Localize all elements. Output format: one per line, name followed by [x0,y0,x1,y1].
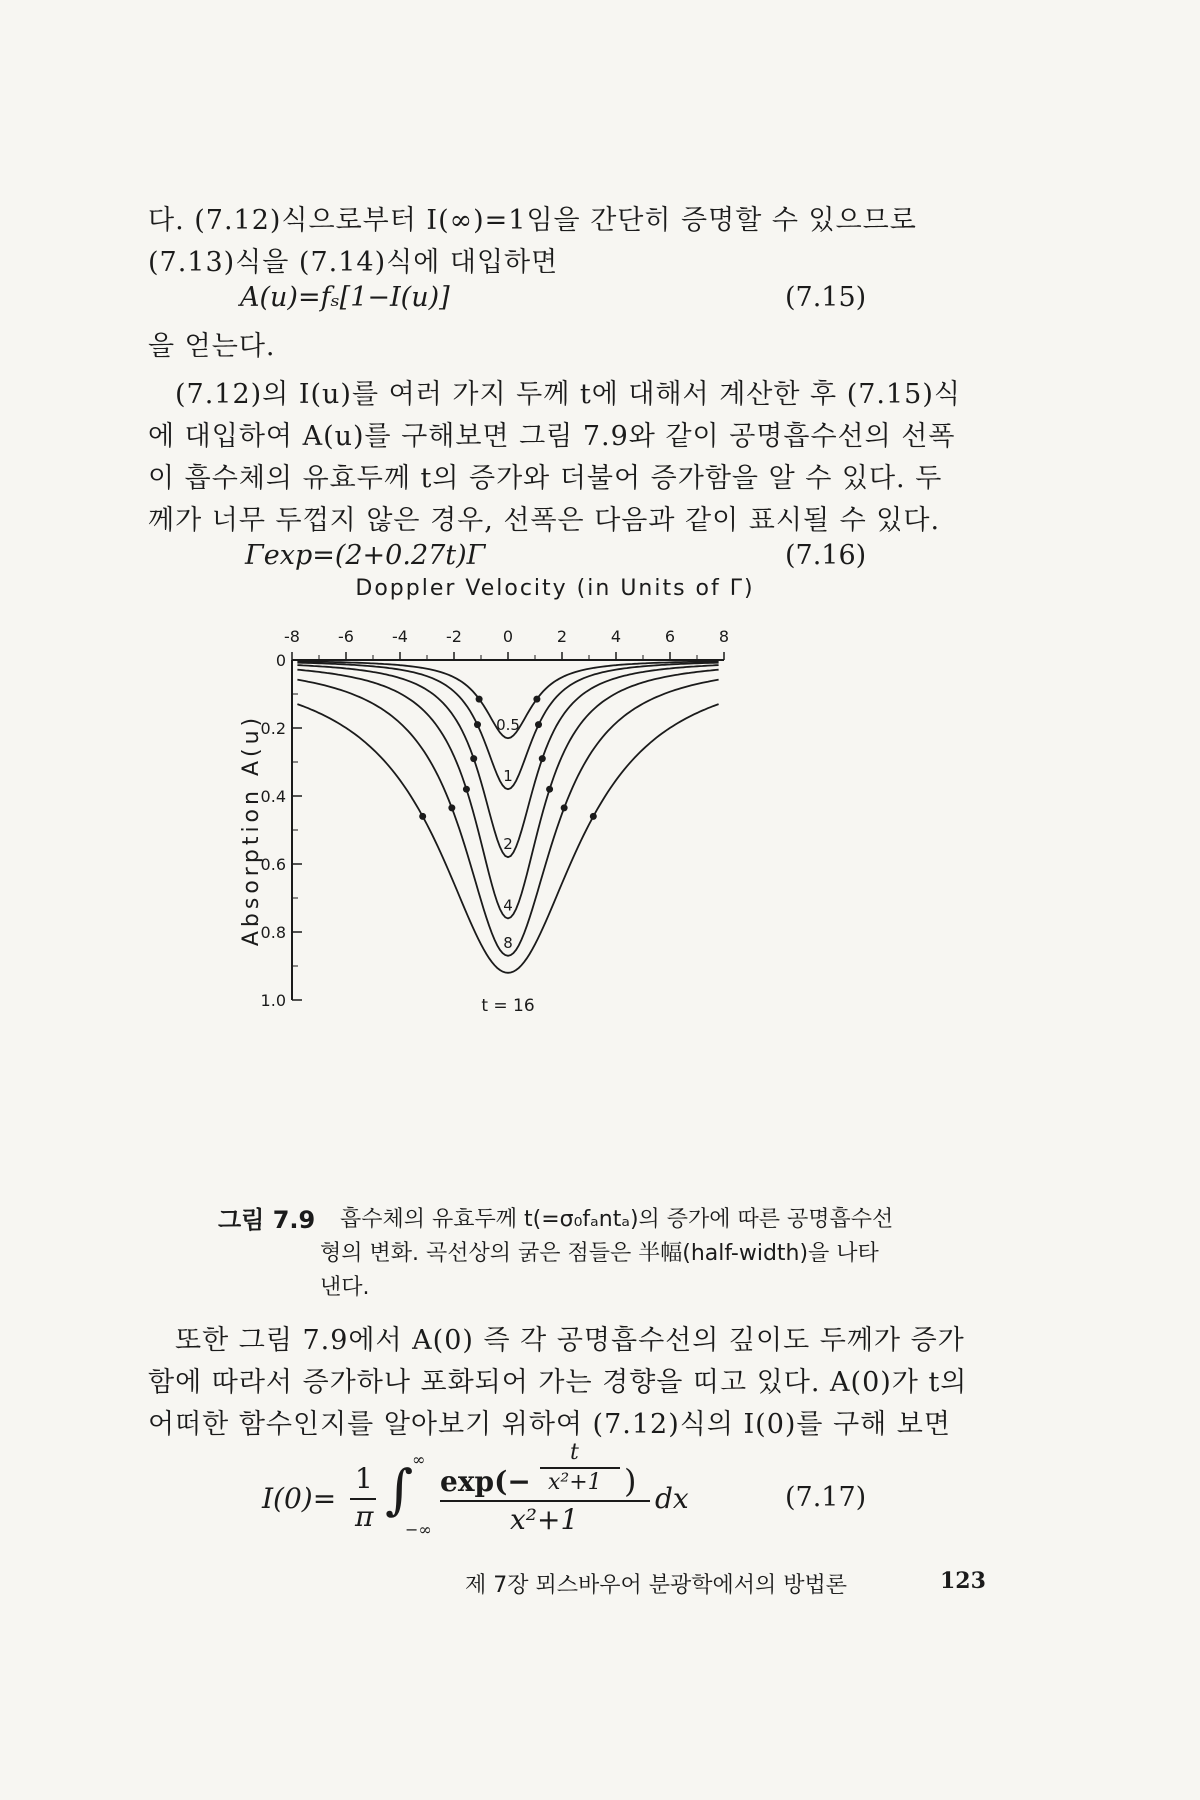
y-tick-label: 0.6 [260,855,286,874]
equation-7-16: Γexp=(2+0.27t)Γ [245,540,486,571]
figure-caption-line-2: 형의 변화. 곡선상의 굵은 점들은 半幅(half-width)을 나타 [320,1241,879,1266]
eq17-integral: ∫ [385,1458,414,1521]
chart-title: Doppler Velocity (in Units of Γ) [355,576,755,601]
eq17-inner-den: x²+1 [548,1470,602,1495]
half-width-point [535,721,542,728]
x-tick-label: -4 [392,627,408,646]
x-tick-label: 0 [502,627,514,646]
text-line-1: 다. (7.12)식으로부터 I(∞)=1임을 간단히 증명할 수 있으므로 [148,205,917,236]
curve-label: 1 [503,767,513,786]
x-tick-label: -2 [446,627,462,646]
text-line-2: (7.13)식을 (7.14)식에 대입하면 [148,247,559,278]
eq17-main-bar [440,1500,650,1502]
chart-ylabel: Absorption A(u) [239,713,264,947]
y-tick-label: 0.8 [260,923,286,942]
eq17-inner-bar [540,1467,620,1469]
para3-line-3: 어떠한 함수인지를 알아보기 위하여 (7.12)식의 I(0)를 구해 보면 [148,1409,951,1440]
y-tick-label: 0.2 [260,719,286,738]
curve-t-2 [297,665,718,857]
eq17-upper-limit: ∞ [412,1450,426,1469]
eq17-exp: exp(− [440,1465,531,1498]
half-width-point [463,786,470,793]
curve-t-4 [297,670,718,919]
x-tick-label: -8 [284,627,300,646]
equation-number-7-16: (7.16) [785,540,867,571]
half-width-point [419,813,426,820]
equation-number-7-15: (7.15) [785,282,867,313]
equation-number-7-17: (7.17) [785,1482,867,1513]
half-width-point [539,755,546,762]
page-number: 123 [940,1568,986,1594]
half-width-point [448,804,455,811]
page-footer: 제 7장 뫼스바우어 분광학에서의 방법론 [465,1573,848,1598]
eq17-den: x²+1 [510,1503,579,1536]
eq17-dx: dx [655,1482,689,1515]
chart-half-width-points [419,696,597,820]
text-line-3: 을 얻는다. [148,331,276,362]
t-label: t = 16 [481,995,535,1016]
chart-curves [297,661,718,972]
curve-label: 2 [503,835,513,854]
half-width-point [474,721,481,728]
half-width-point [561,804,568,811]
x-tick-label: 6 [664,627,676,646]
para3-line-2: 함에 따라서 증가하나 포화되어 가는 경향을 띠고 있다. A(0)가 t의 [148,1367,968,1398]
half-width-point [476,696,483,703]
eq17-lower-limit: −∞ [405,1520,432,1539]
half-width-point [470,755,477,762]
half-width-point [546,786,553,793]
x-tick-label: 8 [718,627,730,646]
curve-label: 4 [503,896,513,915]
y-tick-label: 0.4 [260,787,286,806]
curve-label: 8 [503,933,513,952]
y-tick-label: 0 [275,651,286,670]
eq17-close: ) [624,1462,637,1500]
figure-caption-line-3: 낸다. [320,1275,370,1300]
chart-curve-labels [481,716,534,1016]
half-width-point [590,813,597,820]
eq17-pi: π [355,1500,374,1533]
equation-7-15: A(u)=fₛ[1−I(u)] [240,282,450,313]
figure-caption-line-1: 흡수체의 유효두께 t(=σ₀fₐntₐ)의 증가에 따른 공명흡수선 [340,1207,894,1232]
eq17-t: t [570,1440,579,1465]
figure-caption-label: 그림 7.9 [218,1206,316,1234]
para2-line-3: 이 흡수체의 유효두께 t의 증가와 더불어 증가함을 알 수 있다. 두 [148,463,943,494]
eq17-one: 1 [355,1462,373,1495]
para2-line-4: 께가 너무 두껍지 않은 경우, 선폭은 다음과 같이 표시될 수 있다. [148,505,941,536]
y-tick-label: 1.0 [260,991,286,1010]
para2-line-1: (7.12)의 I(u)를 여러 가지 두께 t에 대해서 계산한 후 (7.15)식 [175,379,961,410]
curve-label: 0.5 [496,716,520,735]
para3-line-1: 또한 그림 7.9에서 A(0) 즉 각 공명흡수선의 깊이도 두께가 증가 [175,1325,965,1356]
x-tick-label: -6 [338,627,354,646]
para2-line-2: 에 대입하여 A(u)를 구해보면 그림 7.9와 같이 공명흡수선의 선폭 [148,421,956,452]
eq17-lhs: I(0)= [262,1482,337,1515]
half-width-point [533,696,540,703]
x-tick-label: 2 [556,627,568,646]
x-tick-label: 4 [610,627,622,646]
chart-axes [261,627,730,1010]
